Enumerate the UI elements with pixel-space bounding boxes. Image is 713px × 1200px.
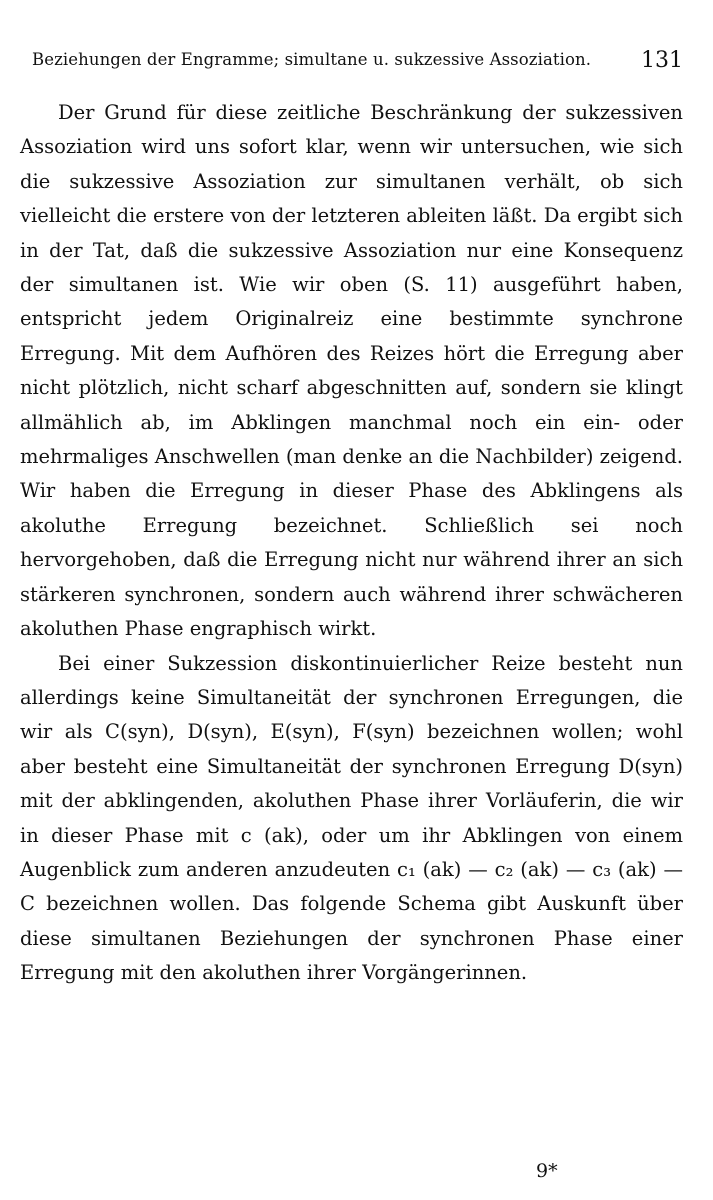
body-text [20, 96, 683, 991]
page-number: 131 [641, 48, 683, 73]
running-head: Beziehungen der Engramme; simultane u. sukzessive Assoziation. [32, 50, 592, 69]
paragraph-1: Der Grund für diese zeitliche Beschränkung der sukzessiven Assoziation wird uns sofort klar, wenn wir untersuchen, wie sich die sukzessive Assoziation zur simultanen verhält, ob sich vielleicht die erstere von der letzteren ableiten läßt. Da ergibt sich in der Tat, daß die sukzessive Assoziation nur eine Konsequenz der simultanen ist. Wie wir oben (S. 11) ausgeführt haben, entspricht jedem Originalreiz eine bestimmte synchrone Erregung. Mit dem Aufhören des Reizes hört die Erregung aber nicht plötzlich, nicht scharf abgeschnitten auf, sondern sie klingt allmählich ab, im Abklingen manchmal noch ein ein- oder mehrmaliges Anschwellen (man denke an die Nachbilder) zeigend. Wir haben die Erregung in dieser Phase des Abklingens als akoluthe Erregung bezeichnet. Schließlich sei noch hervorgehoben, daß die Erregung nicht nur während ihrer an sich stärkeren synchronen, sondern auch während ihrer schwächeren akoluthen Phase engraphisch wirkt. [20, 101, 683, 641]
paragraph-2: Bei einer Sukzession diskontinuierlicher Reize besteht nun allerdings keine Simultaneität der synchronen Erregungen, die wir als C(syn), D(syn), E(syn), F(syn) bezeichnen wollen; wohl aber besteht eine Simultaneität der synchronen Erregung D(syn) mit der abklingenden, akoluthen Phase ihrer Vorläuferin, die wir in dieser Phase mit c (ak), oder um ihr Abklingen von einem Augenblick zum anderen anzudeuten c₁ (ak) — c₂ (ak) — c₃ (ak) — C bezeichnen wollen. Das folgende Schema gibt Auskunft über diese simultanen Beziehungen der synchronen Phase einer Erregung mit den akoluthen ihrer Vorgängerinnen. [20, 651, 683, 985]
signature-mark: 9* [536, 1160, 558, 1182]
page-header [20, 46, 683, 86]
